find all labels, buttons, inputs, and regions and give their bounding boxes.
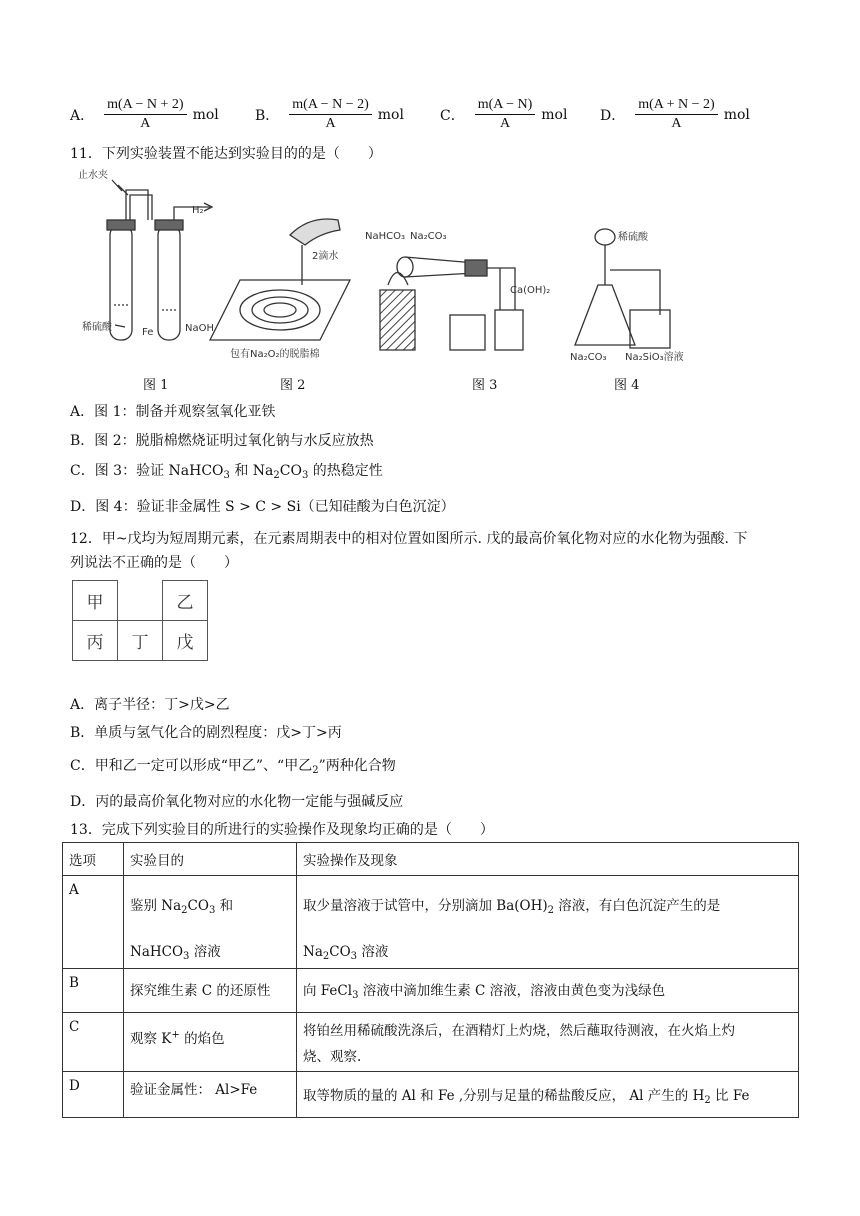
grid-cell-jia: 甲 [73, 581, 118, 621]
svg-text:Na₂CO₃: Na₂CO₃ [570, 352, 607, 363]
figure-1-apparatus [107, 180, 212, 340]
table-row: D 验证金属性： Al>Fe 取等物质的量的 Al 和 Fe ,分别与足量的稀盐酸反应， Al 产生的 $H_2$ 比 Fe [63, 1072, 799, 1118]
figure-3-caption: 图 3 [472, 378, 498, 393]
periodic-table-grid [72, 580, 208, 661]
svg-text:Ca(OH)₂: Ca(OH)₂ [510, 285, 551, 296]
header-operation: 实验操作及现象 [297, 843, 799, 876]
q10-option-d: D． $\frac{m(A + N - 2)}{A}$ mol [600, 97, 750, 131]
svg-text:NaHCO₃: NaHCO₃ [365, 231, 405, 242]
q10-option-a: A． $\frac{m(A - N + 2)}{A}$ mol [70, 97, 219, 131]
figure-1-caption: 图 1 [143, 378, 169, 393]
figure-4-apparatus [575, 229, 670, 348]
figure-4-caption: 图 4 [614, 378, 640, 393]
fraction: $\frac{m(A + N - 2)}{A}$ [635, 96, 717, 133]
svg-text:Fe: Fe [142, 327, 154, 338]
svg-text:稀硫酸: 稀硫酸 [82, 322, 112, 333]
table-row: B 探究维生素 C 的还原性 向 FeCl$_3$ 溶液中滴加维生素 C 溶液，溶液由黄色变为浅绿色 [63, 969, 799, 1013]
svg-text:2滴水: 2滴水 [312, 251, 339, 262]
q11-stem: 11．下列实验装置不能达到实验目的的是（ ） [70, 146, 382, 162]
table-row: C 观察 K+ 的焰色 将铂丝用稀硫酸洗涤后，在酒精灯上灼烧，然后蘸取待测液，在火焰上灼 烧、观察. [63, 1013, 799, 1072]
figure-3-apparatus [380, 257, 523, 350]
grid-cell-bing: 丙 [73, 621, 118, 661]
svg-text:H₂: H₂ [192, 205, 204, 216]
q10-option-c: C． $\frac{m(A - N)}{A}$ mol [440, 97, 568, 131]
svg-text:Na₂SiO₃溶液: Na₂SiO₃溶液 [625, 352, 684, 363]
figure-2-apparatus [210, 219, 350, 340]
grid-cell-empty [118, 581, 163, 621]
svg-text:NaOH: NaOH [185, 323, 214, 334]
q12-option-c: C．甲和乙一定可以形成“甲乙”、“甲乙$_2$”两种化合物 [70, 758, 396, 776]
q12-option-d: D．丙的最高价氧化物对应的水化物一定能与强碱反应 [70, 794, 404, 810]
grid-cell-ding: 丁 [118, 621, 163, 661]
q11-option-b: B．图 2：脱脂棉燃烧证明过氧化钠与水反应放热 [70, 433, 374, 449]
svg-text:包有Na₂O₂的脱脂棉: 包有Na₂O₂的脱脂棉 [230, 349, 320, 360]
header-option: 选项 [63, 843, 124, 876]
q13-stem: 13．完成下列实验目的所进行的实验操作及现象均正确的是（ ） [70, 822, 494, 838]
fraction: $\frac{m(A - N + 2)}{A}$ [104, 96, 186, 133]
table-row: A 鉴别 $Na_2CO_3$ 和 NaHCO$_3$ 溶液 取少量溶液于试管中，分别滴加 $Ba(OH)_2$ 溶液，有白色沉淀产生的是 $Na_2CO_3$ 溶液 [63, 876, 799, 969]
q12-stem-line2: 列说法不正确的是（ ） [70, 555, 238, 571]
grid-cell-yi: 乙 [163, 581, 208, 621]
grid-cell-wu: 戊 [163, 621, 208, 661]
experiment-table [62, 842, 799, 1118]
q11-figures [70, 165, 790, 375]
header-goal: 实验目的 [124, 843, 297, 876]
q12-option-a: A．离子半径：丁>戊>乙 [70, 697, 230, 713]
fraction: $\frac{m(A - N)}{A}$ [475, 96, 536, 133]
table-header-row [63, 843, 799, 876]
fraction: $\frac{m(A - N - 2)}{A}$ [289, 96, 371, 133]
svg-text:止水夹: 止水夹 [78, 170, 108, 181]
figure-2-caption: 图 2 [280, 378, 306, 393]
q11-option-c: C．图 3：验证 NaHCO$_3$ 和 $Na_2CO_3$ 的热稳定性 [70, 463, 383, 481]
q11-option-d: D．图 4：验证非金属性 S > C > Si（已知硅酸为白色沉淀） [70, 499, 455, 515]
q12-option-b: B．单质与氢气化合的剧烈程度：戊>丁>丙 [70, 725, 342, 741]
q12-stem-line1: 12．甲~戊均为短周期元素，在元素周期表中的相对位置如图所示. 戊的最高价氧化物对应的水化物为强酸. 下 [70, 531, 748, 547]
svg-text:稀硫酸: 稀硫酸 [618, 232, 648, 243]
svg-text:Na₂CO₃: Na₂CO₃ [410, 231, 447, 242]
q11-option-a: A．图 1：制备并观察氢氧化亚铁 [70, 404, 276, 420]
q10-option-b: B． $\frac{m(A - N - 2)}{A}$ mol [255, 97, 404, 131]
